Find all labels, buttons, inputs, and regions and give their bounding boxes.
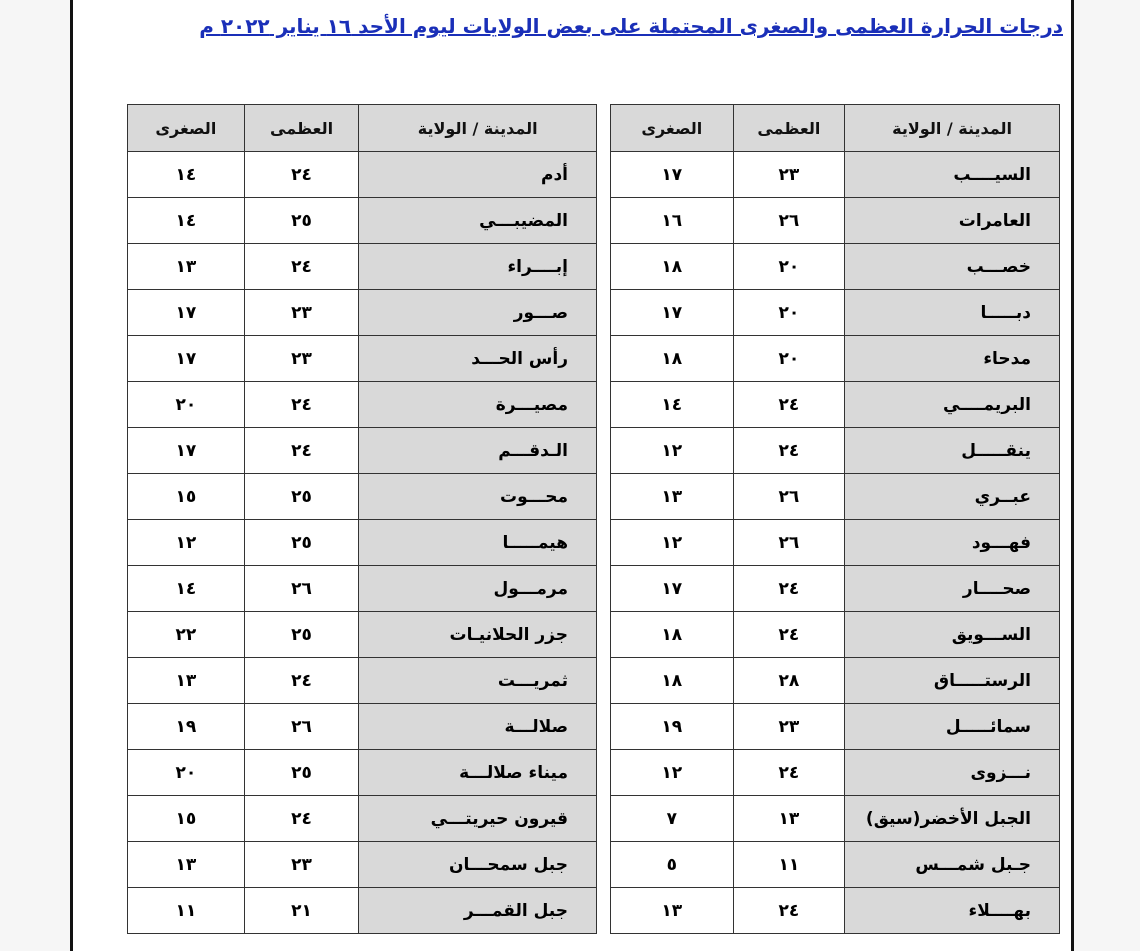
cell-min-temp: ١٨ [611, 244, 734, 290]
table-row [128, 796, 597, 842]
table-row [128, 198, 597, 244]
cell-min-temp: ١١ [128, 888, 245, 934]
cell-min-temp: ١٤ [128, 152, 245, 198]
cell-city: مرمـــول [359, 566, 597, 612]
table-row [128, 474, 597, 520]
cell-city: محـــوت [359, 474, 597, 520]
cell-min-temp: ١٢ [611, 750, 734, 796]
cell-max-temp: ١١ [733, 842, 845, 888]
cell-max-temp: ٢٦ [733, 474, 845, 520]
table-header-row [611, 105, 1060, 152]
cell-min-temp: ١٢ [611, 428, 734, 474]
cell-min-temp: ١٢ [611, 520, 734, 566]
cell-city: مدحاء [845, 336, 1060, 382]
cell-max-temp: ٢٤ [733, 888, 845, 934]
cell-min-temp: ١٨ [611, 336, 734, 382]
cell-min-temp: ١٩ [611, 704, 734, 750]
table-row [611, 474, 1060, 520]
cell-max-temp: ٢٤ [733, 612, 845, 658]
cell-city: فهـــود [845, 520, 1060, 566]
cell-min-temp: ٢٠ [128, 382, 245, 428]
table-row [611, 244, 1060, 290]
cell-max-temp: ٢١ [244, 888, 359, 934]
table-row [611, 428, 1060, 474]
cell-min-temp: ١٧ [611, 566, 734, 612]
cell-max-temp: ٢٣ [733, 704, 845, 750]
cell-city: سمائـــــل [845, 704, 1060, 750]
cell-min-temp: ١٧ [611, 290, 734, 336]
cell-min-temp: ٥ [611, 842, 734, 888]
cell-max-temp: ٢٥ [244, 474, 359, 520]
cell-max-temp: ٢٦ [244, 566, 359, 612]
cell-max-temp: ٢٦ [244, 704, 359, 750]
cell-min-temp: ١٥ [128, 796, 245, 842]
cell-city: البريمــــي [845, 382, 1060, 428]
cell-max-temp: ٢٣ [244, 842, 359, 888]
cell-max-temp: ٢٤ [244, 658, 359, 704]
cell-city: جزر الحلانيـات [359, 612, 597, 658]
table-row [611, 888, 1060, 934]
column-header-city: المدينة / الولاية [845, 105, 1060, 152]
cell-min-temp: ١٤ [611, 382, 734, 428]
cell-max-temp: ٢٦ [733, 198, 845, 244]
table-row [611, 842, 1060, 888]
cell-max-temp: ٢٠ [733, 336, 845, 382]
cell-city: رأس الحـــد [359, 336, 597, 382]
cell-max-temp: ٢٤ [244, 244, 359, 290]
cell-min-temp: ١٤ [128, 198, 245, 244]
cell-min-temp: ١٧ [128, 290, 245, 336]
cell-city: الجبل الأخضر(سيق) [845, 796, 1060, 842]
cell-max-temp: ٢٤ [733, 428, 845, 474]
cell-max-temp: ٢٤ [244, 152, 359, 198]
table-row [128, 152, 597, 198]
cell-city: بهــــلاء [845, 888, 1060, 934]
cell-max-temp: ٢٠ [733, 290, 845, 336]
cell-city: هيمـــــا [359, 520, 597, 566]
cell-min-temp: ١٣ [611, 474, 734, 520]
table-row [611, 152, 1060, 198]
cell-city: ينقـــــل [845, 428, 1060, 474]
cell-city: العامرات [845, 198, 1060, 244]
cell-city: صحــــار [845, 566, 1060, 612]
cell-min-temp: ١٦ [611, 198, 734, 244]
table-row [611, 612, 1060, 658]
cell-min-temp: ١٢ [128, 520, 245, 566]
cell-min-temp: ١٨ [611, 658, 734, 704]
cell-max-temp: ٢٥ [244, 750, 359, 796]
cell-city: الســـويق [845, 612, 1060, 658]
temperature-table-left [127, 104, 597, 934]
cell-max-temp: ٢٦ [733, 520, 845, 566]
table-row [611, 382, 1060, 428]
table-row [128, 612, 597, 658]
table-row [611, 566, 1060, 612]
table-row [128, 658, 597, 704]
table-row [611, 336, 1060, 382]
cell-city: الـدقـــم [359, 428, 597, 474]
cell-min-temp: ٢٠ [128, 750, 245, 796]
cell-min-temp: ١٣ [128, 658, 245, 704]
table-row [128, 244, 597, 290]
cell-city: إبــــراء [359, 244, 597, 290]
column-header-city: المدينة / الولاية [359, 105, 597, 152]
table-row [128, 428, 597, 474]
table-row [611, 750, 1060, 796]
cell-city: دبـــــا [845, 290, 1060, 336]
table-row [128, 382, 597, 428]
cell-min-temp: ١٤ [128, 566, 245, 612]
cell-max-temp: ٢٣ [244, 336, 359, 382]
column-header-max: العظمى [244, 105, 359, 152]
cell-min-temp: ٧ [611, 796, 734, 842]
cell-city: مصيـــرة [359, 382, 597, 428]
table-row [611, 704, 1060, 750]
cell-max-temp: ٢٥ [244, 612, 359, 658]
table-header-row [128, 105, 597, 152]
table-row [128, 520, 597, 566]
cell-min-temp: ١٣ [611, 888, 734, 934]
cell-min-temp: ١٧ [128, 428, 245, 474]
table-row [611, 198, 1060, 244]
cell-city: نـــزوى [845, 750, 1060, 796]
cell-max-temp: ٢٠ [733, 244, 845, 290]
table-row [128, 750, 597, 796]
cell-min-temp: ١٥ [128, 474, 245, 520]
table-row [128, 704, 597, 750]
cell-city: الرستـــــاق [845, 658, 1060, 704]
table-row [128, 336, 597, 382]
cell-max-temp: ٢٤ [733, 566, 845, 612]
table-row [611, 290, 1060, 336]
table-row [128, 290, 597, 336]
cell-max-temp: ٢٤ [244, 382, 359, 428]
cell-min-temp: ١٧ [128, 336, 245, 382]
page-title: درجات الحرارة العظمى والصغرى المحتملة على بعض الولايات ليوم الأحد ١٦ يناير ٢٠٢٢ م [199, 14, 1063, 38]
cell-city: صلالـــة [359, 704, 597, 750]
cell-city: المضيبـــي [359, 198, 597, 244]
cell-max-temp: ٢٨ [733, 658, 845, 704]
cell-city: جـبل شمـــس [845, 842, 1060, 888]
table-row [128, 566, 597, 612]
cell-city: ميناء صلالـــة [359, 750, 597, 796]
cell-min-temp: ١٨ [611, 612, 734, 658]
cell-max-temp: ٢٣ [733, 152, 845, 198]
cell-city: عبــري [845, 474, 1060, 520]
cell-min-temp: ١٣ [128, 244, 245, 290]
cell-max-temp: ٢٤ [733, 750, 845, 796]
cell-city: خصـــب [845, 244, 1060, 290]
table-row [128, 842, 597, 888]
cell-max-temp: ٢٤ [244, 796, 359, 842]
cell-min-temp: ١٣ [128, 842, 245, 888]
cell-city: السيــــب [845, 152, 1060, 198]
column-header-min: الصغرى [611, 105, 734, 152]
cell-city: جبل القمـــر [359, 888, 597, 934]
table-row [611, 658, 1060, 704]
cell-city: صـــور [359, 290, 597, 336]
cell-min-temp: ١٧ [611, 152, 734, 198]
cell-max-temp: ٢٤ [244, 428, 359, 474]
table-row [611, 520, 1060, 566]
cell-max-temp: ٢٥ [244, 520, 359, 566]
cell-max-temp: ٢٤ [733, 382, 845, 428]
cell-min-temp: ٢٢ [128, 612, 245, 658]
cell-min-temp: ١٩ [128, 704, 245, 750]
cell-max-temp: ٢٥ [244, 198, 359, 244]
table-row [611, 796, 1060, 842]
temperature-table-right [610, 104, 1060, 934]
column-header-max: العظمى [733, 105, 845, 152]
cell-city: ثمريـــت [359, 658, 597, 704]
cell-max-temp: ١٣ [733, 796, 845, 842]
cell-city: قيرون حيريتـــي [359, 796, 597, 842]
cell-city: جبل سمحـــان [359, 842, 597, 888]
column-header-min: الصغرى [128, 105, 245, 152]
cell-max-temp: ٢٣ [244, 290, 359, 336]
cell-city: أدم [359, 152, 597, 198]
table-row [128, 888, 597, 934]
